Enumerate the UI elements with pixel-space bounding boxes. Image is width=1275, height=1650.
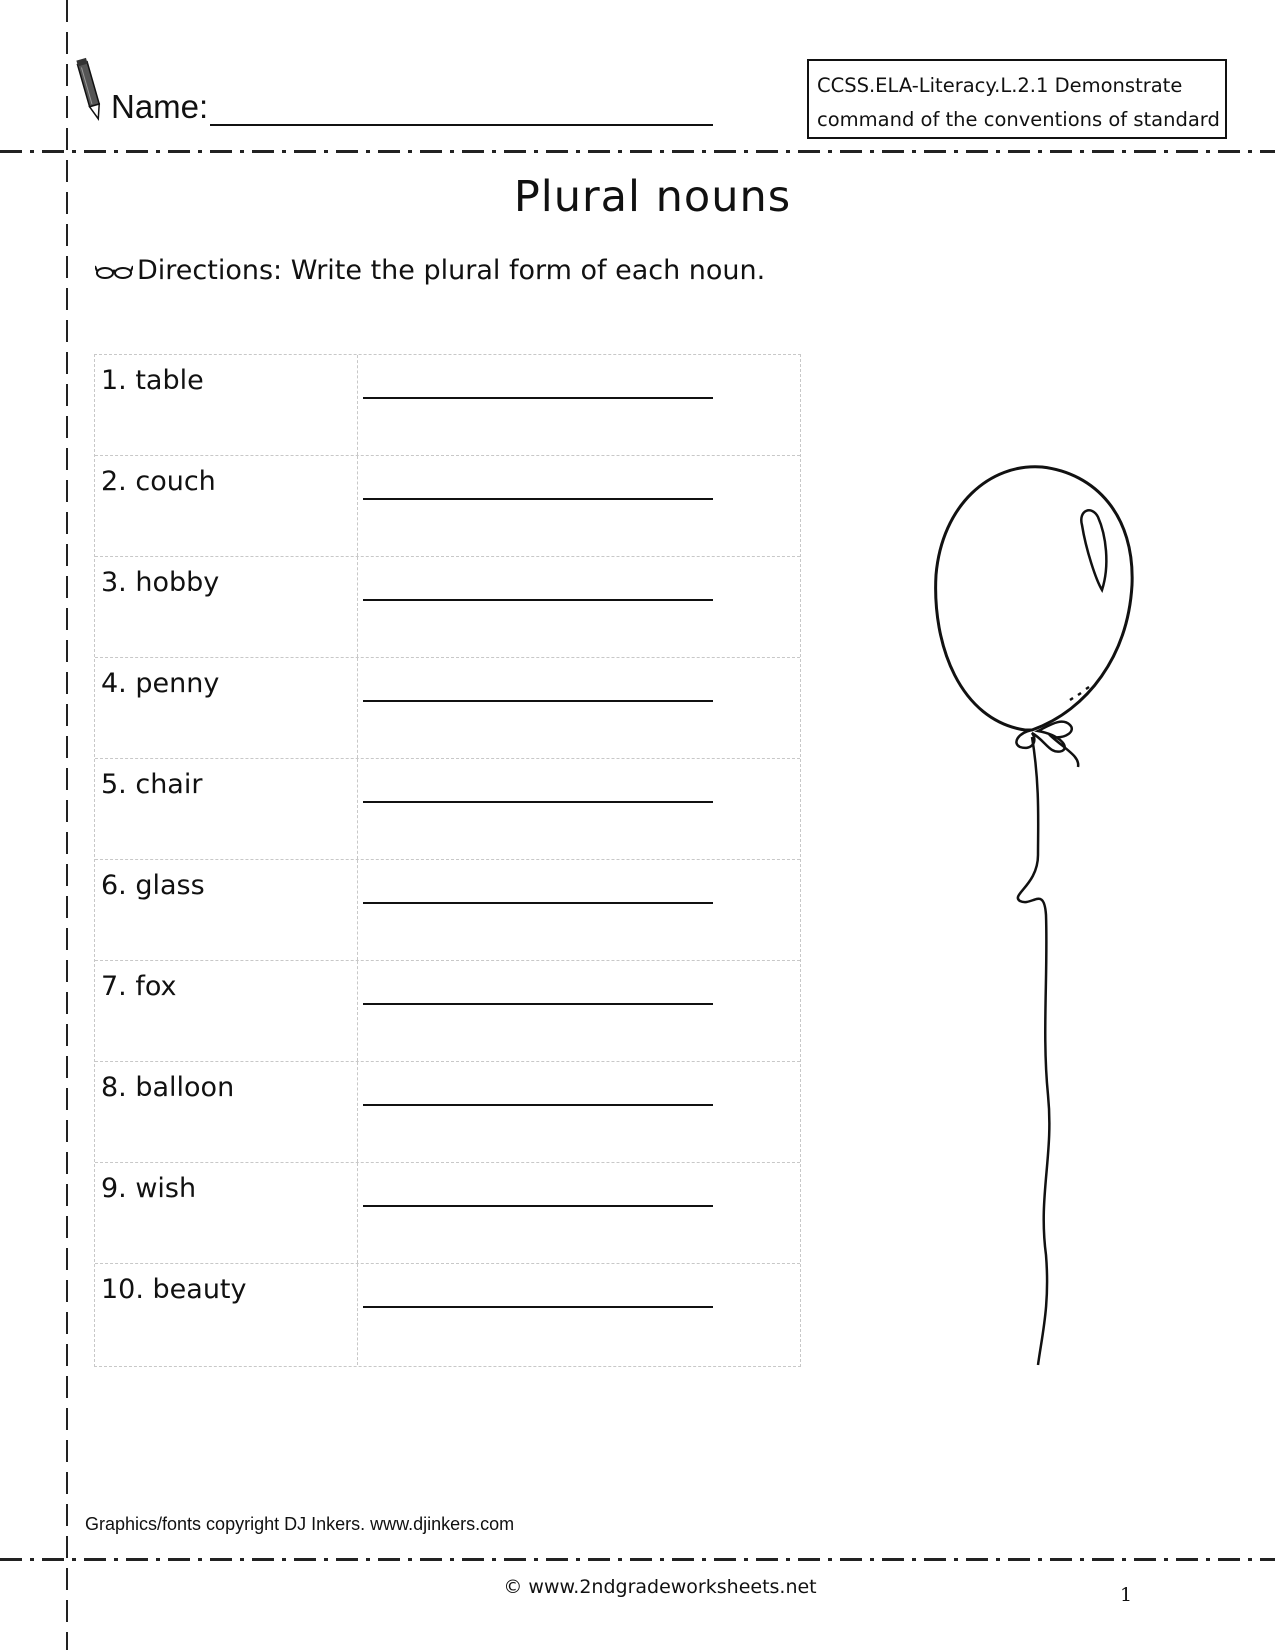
left-margin-line bbox=[66, 0, 68, 1650]
noun-label: 4. penny bbox=[101, 668, 220, 699]
table-row bbox=[95, 759, 800, 860]
answer-line[interactable] bbox=[363, 599, 713, 601]
answer-line[interactable] bbox=[363, 700, 713, 702]
directions bbox=[95, 255, 765, 286]
noun-label: 7. fox bbox=[101, 971, 177, 1002]
table-row bbox=[95, 1264, 800, 1365]
standard-box bbox=[807, 59, 1227, 139]
noun-label: 2. couch bbox=[101, 466, 216, 497]
answer-line[interactable] bbox=[363, 1104, 713, 1106]
noun-label: 6. glass bbox=[101, 870, 205, 901]
answer-line[interactable] bbox=[363, 1205, 713, 1207]
table-row bbox=[95, 860, 800, 961]
name-label: Name: bbox=[111, 88, 209, 125]
noun-label: 10. beauty bbox=[101, 1274, 247, 1305]
copyright-credit: Graphics/fonts copyright DJ Inkers. www.djinkers.com bbox=[85, 1514, 515, 1534]
bottom-cut-line bbox=[0, 1558, 1275, 1561]
page-number: 1 bbox=[1120, 1584, 1133, 1606]
table-row bbox=[95, 1163, 800, 1264]
answer-line[interactable] bbox=[363, 1306, 713, 1308]
answer-line[interactable] bbox=[363, 498, 713, 500]
directions-text: Directions: Write the plural form of each noun. bbox=[137, 255, 766, 286]
answer-line[interactable] bbox=[363, 397, 713, 399]
balloon-icon bbox=[920, 455, 1150, 1375]
table-row bbox=[95, 456, 800, 557]
answer-line[interactable] bbox=[363, 1003, 713, 1005]
noun-label: 3. hobby bbox=[101, 567, 220, 598]
answer-line[interactable] bbox=[363, 801, 713, 803]
top-cut-line bbox=[0, 150, 1275, 153]
table-row bbox=[95, 1062, 800, 1163]
table-row bbox=[95, 961, 800, 1062]
noun-label: 5. chair bbox=[101, 769, 203, 800]
standard-line-1: CCSS.ELA-Literacy.L.2.1 Demonstrate bbox=[817, 74, 1183, 97]
noun-table bbox=[94, 354, 801, 1367]
noun-label: 1. table bbox=[101, 365, 204, 396]
table-row bbox=[95, 355, 800, 456]
page-title: Plural nouns bbox=[513, 172, 792, 222]
pencil-icon bbox=[74, 56, 106, 124]
glasses-icon bbox=[95, 262, 133, 280]
table-row bbox=[95, 557, 800, 658]
answer-line[interactable] bbox=[363, 902, 713, 904]
standard-line-2: command of the conventions of standard bbox=[817, 108, 1220, 131]
name-field-line[interactable] bbox=[210, 124, 713, 126]
noun-label: 8. balloon bbox=[101, 1072, 235, 1103]
footer-website: © www.2ndgradeworksheets.net bbox=[503, 1576, 817, 1598]
noun-label: 9. wish bbox=[101, 1173, 197, 1204]
table-row bbox=[95, 658, 800, 759]
